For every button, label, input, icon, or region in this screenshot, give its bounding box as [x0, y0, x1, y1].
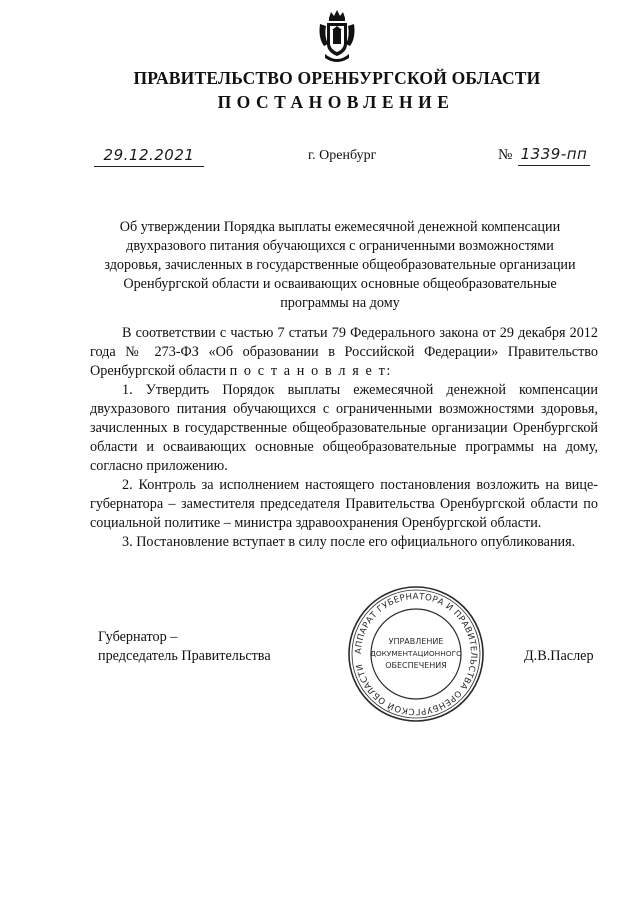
- preamble-text: В соответствии с частью 7 статьи 79 Федерального закона от 29 декабря 2012 года № 273-ФЗ «Об образовании в Российской Федерации» Правительство Оренбургской области: [90, 325, 598, 379]
- number-label: №: [498, 147, 513, 163]
- stamp-center-line-2: ДОКУМЕНТАЦИОННОГО: [370, 649, 462, 658]
- stamp-center-line-1: УПРАВЛЕНИЕ: [388, 637, 444, 646]
- coat-of-arms-icon: [316, 8, 358, 64]
- document-number: 1339-пп: [518, 145, 590, 166]
- signer-title: [98, 628, 271, 666]
- resolution-item-1: 1. Утвердить Порядок выплаты ежемесячной денежной компенсации двухразового питания обучающихся с ограниченными возможностями здоровья, зачисленных в государственные общеобразовательные организации Оренбургской области и осваивающих основные общеобразовательные программы на дому, согласно приложению.: [90, 382, 598, 474]
- stamp-center-line-3: ОБЕСПЕЧЕНИЯ: [385, 661, 447, 670]
- preamble-paragraph: [90, 324, 598, 381]
- stamp-ring-text: АППАРАТ ГУБЕРНАТОРА И ПРАВИТЕЛЬСТВА ОРЕНБУРГСКОЙ ОБЛАСТИ: [353, 591, 479, 717]
- resolution-item-2: 2. Контроль за исполнением настоящего постановления возложить на вице-губернатора – заместителя председателя Правительства Оренбургской области по социальной политике – министра здравоохранения Оренбургской области.: [90, 477, 598, 531]
- document-type-title: ПОСТАНОВЛЕНИЕ: [217, 92, 455, 112]
- document-city: г. Оренбург: [308, 148, 377, 163]
- signer-title-line-1: Губернатор –: [98, 629, 178, 645]
- decree-word: п о с т а н о в л я е т:: [229, 363, 392, 379]
- signer-name: Д.В.Паслер: [524, 648, 594, 664]
- resolution-item-3: 3. Постановление вступает в силу после его официального опубликования.: [122, 534, 576, 550]
- document-date: 29.12.2021: [94, 146, 204, 167]
- official-stamp: [346, 584, 486, 724]
- document-body: [90, 324, 598, 552]
- signer-title-line-2: председатель Правительства: [98, 648, 271, 664]
- government-title: ПРАВИТЕЛЬСТВО ОРЕНБУРГСКОЙ ОБЛАСТИ: [133, 68, 541, 88]
- document-subject: Об утверждении Порядка выплаты ежемесячной денежной компенсации двухразового питания обучающихся с ограниченными возможностями здоровья, зачисленных в государственные общеобразовательные организации Оренбургской области и осваивающих основные общеобразовательные программы на дому: [104, 219, 576, 311]
